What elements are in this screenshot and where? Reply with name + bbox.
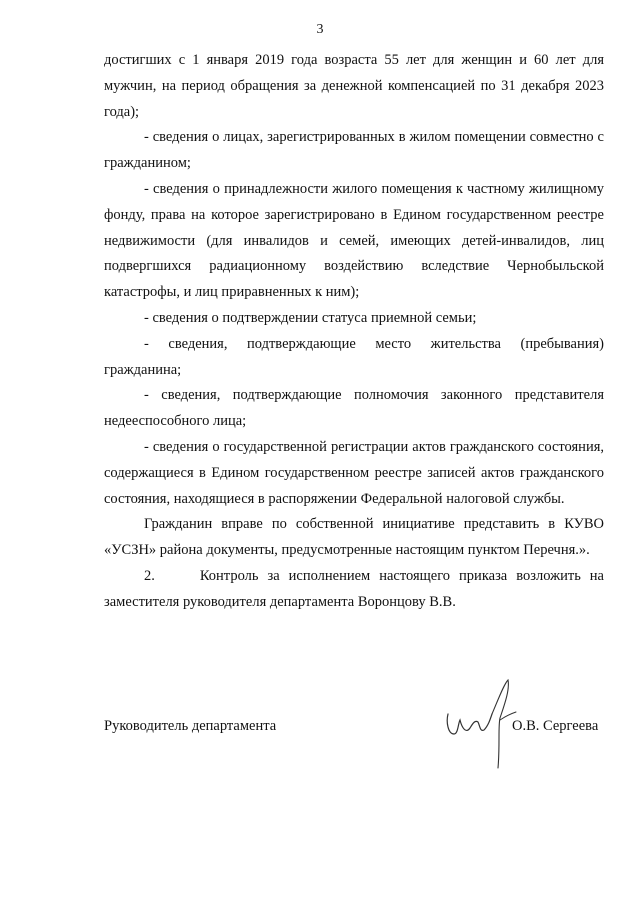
list-item-foster-family: - сведения о подтверждении статуса приемной семьи; [144, 309, 477, 326]
list-item-ownership: - сведения о принадлежности жилого помещения к частному жилищному фонду, права на которое зарегистрировано в Едином государственном реестре недвижимости (для инвалидов и семей, имеющих детей-инвалидов, лиц подвергшихся радиационному воздействию вследствие Чернобыльской катастрофы, и лиц приравненных к ним); [104, 180, 604, 301]
list-item-residence: - сведения, подтверждающие место жительства (пребывания) гражданина; [104, 335, 604, 378]
paragraph: достигших с 1 января 2019 года возраста 55 лет для женщин и 60 лет для мужчин, на период обращения за денежной компенсацией по 31 декабря 2023 года); [104, 52, 604, 120]
paragraph-number: 2. [144, 567, 155, 584]
list-item-civil-registration: - сведения о государственной регистрации актов гражданского состояния, содержащиеся в Едином государственном реестре записей актов гражданского состояния, находящиеся в распоряжении Федеральной налоговой службы. [104, 438, 604, 507]
signatory-position: Руководитель департамента [104, 718, 277, 734]
list-item-residents: - сведения о лицах, зарегистрированных в жилом помещении совместно с гражданином; [104, 129, 604, 172]
paragraph-text: Контроль за исполнением настоящего приказа возложить на заместителя руководителя департамента Воронцову В.В. [104, 567, 604, 610]
list-item-legal-representative: - сведения, подтверждающие полномочия законного представителя недееспособного лица; [104, 387, 604, 430]
handwritten-signature [440, 676, 520, 771]
paragraph-citizen-right: Гражданин вправе по собственной инициативе представить в КУВО «УСЗН» района документы, предусмотренные настоящим пунктом Перечня.». [104, 516, 604, 559]
numbered-paragraph-2 [104, 564, 604, 616]
document-body [104, 48, 604, 616]
page-number: 3 [316, 22, 324, 37]
signatory-name: О.В. Сергеева [512, 718, 599, 734]
